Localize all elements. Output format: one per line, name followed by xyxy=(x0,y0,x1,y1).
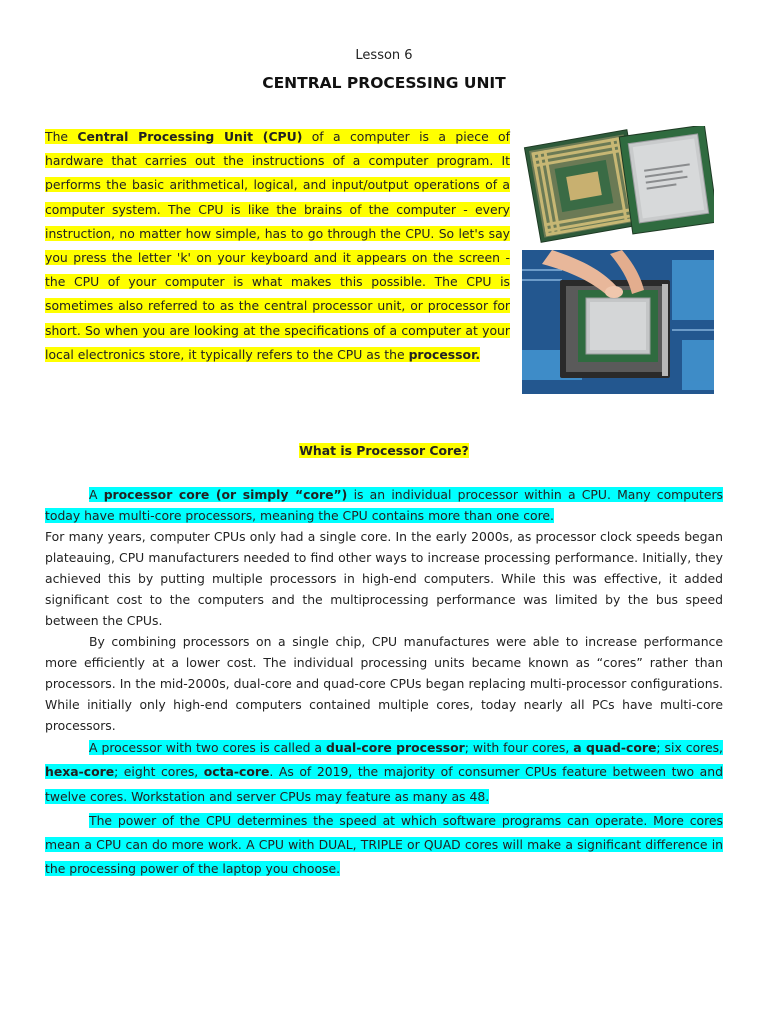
intro-paragraph xyxy=(45,125,510,367)
text-part: ; six cores, xyxy=(656,740,723,755)
cpu-chips-photo xyxy=(522,126,714,250)
intro-text-part: The xyxy=(45,129,78,144)
section-body xyxy=(45,484,723,882)
highlighted-text xyxy=(45,487,723,523)
text-part: . As of 2019, the majority of consumer CPUs feature between two and twelve cores. Workstation and server CPUs may feature as many as 48. xyxy=(45,764,723,804)
text-part: A processor with two cores is called a xyxy=(89,740,326,755)
highlighted-text xyxy=(45,740,723,804)
paragraph-core-counts xyxy=(45,736,723,809)
page-title: CENTRAL PROCESSING UNIT xyxy=(262,74,506,92)
term-processor: processor. xyxy=(408,346,481,362)
paragraph-core-definition xyxy=(45,484,723,526)
cpu-images xyxy=(522,126,714,394)
intro-text xyxy=(45,129,510,362)
term-hexa-core: hexa-core xyxy=(45,764,115,780)
lesson-label: Lesson 6 xyxy=(355,48,413,63)
text-part: ; with four cores, xyxy=(464,740,574,755)
section-heading xyxy=(0,443,768,458)
highlighted-text: The power of the CPU determines the speed at which software programs can operate. More cores mean a CPU can do more work. A CPU with DUAL, TRIPLE or QUAD cores will make a significant difference in the processing power of the laptop you choose. xyxy=(45,812,723,877)
term-quad-core: a quad-core xyxy=(573,740,657,755)
paragraph-cpu-power xyxy=(45,809,723,882)
term-octa-core: octa-core xyxy=(203,764,270,780)
section-heading-text: What is Processor Core? xyxy=(299,443,469,458)
intro-text-part: of a computer is a piece of hardware that carries out the instructions of a computer program. It performs the basic arithmetical, logical, and input/output operations of a computer system. The CPU is like the brains of the computer - every instruction, no matter how simple, has to go through the CPU. So let's say you press the letter 'k' on your keyboard and it appears on the screen - the CPU of your computer is what makes this possible. The CPU is sometimes also referred to as the central processor unit, or processor for short. So when you are looking at the specifications of a computer at your local electronics store, it typically refers to the CPU as the xyxy=(45,129,510,362)
term-processor-core: processor core (or simply “core”) xyxy=(103,487,348,502)
cpu-socket-install-photo xyxy=(522,250,714,394)
text-part: A xyxy=(89,487,104,502)
text-part: ; eight cores, xyxy=(114,764,204,780)
term-dual-core: dual-core processor xyxy=(325,740,465,755)
text-part: is an individual processor within a CPU. Many computers today have multi-core processors, meaning the CPU contains more than one core. xyxy=(45,487,724,523)
paragraph-history: For many years, computer CPUs only had a single core. In the early 2000s, as processor clock speeds began plateauing, CPU manufacturers needed to find other ways to increase processing performance. Initially, they achieved this by putting multiple processors in high-end computers. While this was effective, it added significant cost to the computers and the multiprocessing performance was limited by the bus speed between the CPUs. xyxy=(45,529,723,628)
paragraph-combining: By combining processors on a single chip, CPU manufactures were able to increase performance more efficiently at a lower cost. The individual processing units became known as “cores” rather than processors. In the mid-2000s, dual-core and quad-core CPUs began replacing multi-processor configurations. While initially only high-end computers contained multiple cores, today nearly all PCs have multi-core processors. xyxy=(45,634,723,733)
term-cpu: Central Processing Unit (CPU) xyxy=(77,129,303,144)
